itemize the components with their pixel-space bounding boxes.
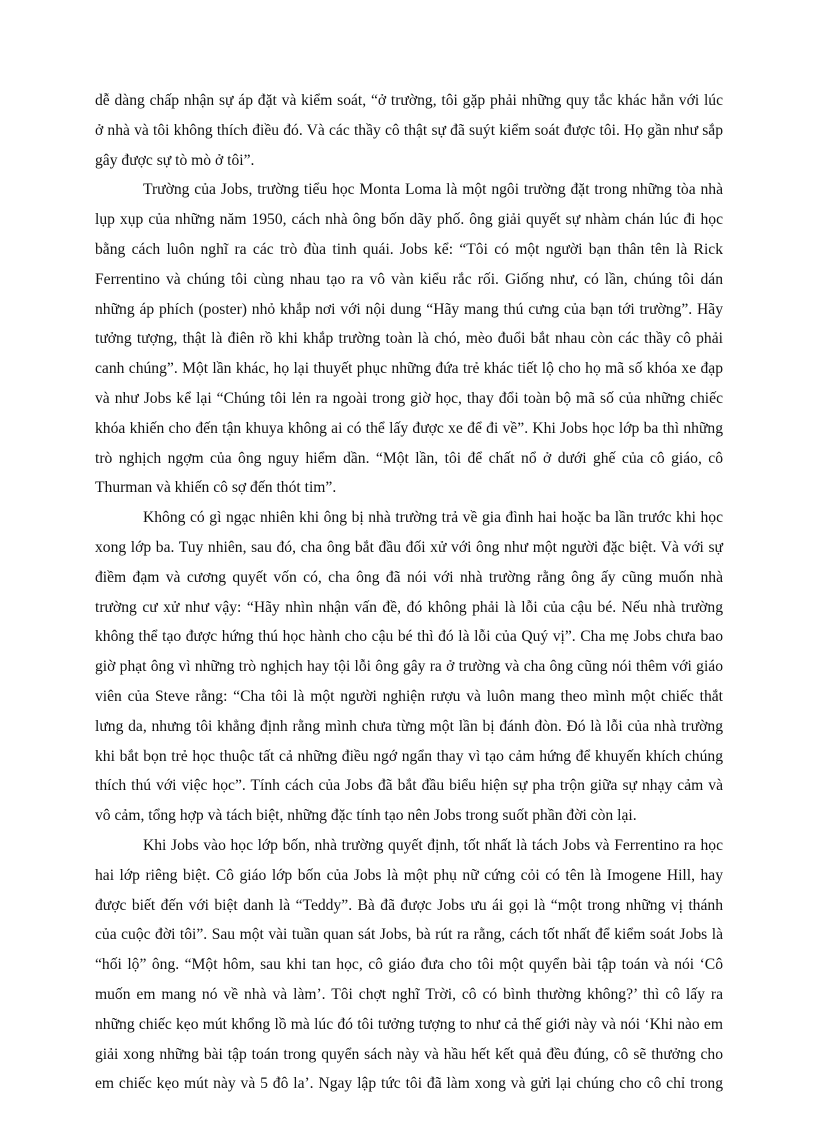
text-line: muốn em mang nó về nhà và làm’. Tôi chợt nghĩ Trời, cô có bình thường không?’ thì cô lấy ra [95,985,723,1003]
text-line: xong lớp ba. Tuy nhiên, sau đó, cha ông bắt đầu đối xử với ông như một người đặc biệt. Và với sự [95,538,723,556]
text-line: và như Jobs kể lại “Chúng tôi lẻn ra ngoài trong giờ học, thay đổi toàn bộ mã số của những chiếc [95,389,723,407]
text-line: trường cư xử như vậy: “Hãy nhìn nhận vấn đề, đó không phải là lỗi của cậu bé. Nếu nhà trường [95,598,723,616]
text-line: của cuộc đời tôi”. Sau một vài tuần quan sát Jobs, bà rút ra rằng, cách tốt nhất để kiểm soát Jobs là [95,926,723,944]
text-line: bằng cách luôn nghĩ ra các trò đùa tinh quái. Jobs kể: “Tôi có một người bạn thân tên là Rick [95,240,723,258]
text-line: Trường của Jobs, trường tiểu học Monta Loma là một ngôi trường đặt trong những tòa nhà [143,181,723,199]
text-line: em chiếc kẹo mút này và 5 đô la’. Ngay lập tức tôi đã làm xong và gửi lại chúng cho cô chỉ trong [95,1075,723,1093]
text-line: Không có gì ngạc nhiên khi ông bị nhà trường trả về gia đình hai hoặc ba lần trước khi học [143,509,723,527]
text-line: những chiếc kẹo mút khổng lồ mà lúc đó tôi tưởng tượng to như cả thế giới này và nói ‘Khi nào em [95,1015,723,1033]
text-line: khóa khiến cho đến tận khuya không ai có thể lấy được xe để đi về”. Khi Jobs học lớp ba thì những [95,419,723,437]
text-line: tưởng tượng, thật là điên rồ khi khắp trường toàn là chó, mèo đuổi bắt nhau còn các thầy cô phải [95,330,723,348]
text-line: vô cảm, tổng hợp và tách biệt, những đặc tính tạo nên Jobs trong suốt phần đời còn lại. [95,807,637,825]
text-line: Ferrentino và chúng tôi cùng nhau tạo ra vô vàn kiểu rắc rối. Giống như, có lần, chúng tôi dán [95,270,723,288]
text-line: lưng da, nhưng tôi khẳng định rằng mình chưa từng một lần bị đánh đòn. Đó là lỗi của nhà trường [95,717,723,735]
text-line: điềm đạm và cương quyết vốn có, cha ông đã nói với nhà trường rằng ông ấy cũng muốn nhà [95,568,723,586]
text-line: Thurman và khiến cô sợ đến thót tim”. [95,479,337,497]
text-line: dễ dàng chấp nhận sự áp đặt và kiểm soát, “ở trường, tôi gặp phải những quy tắc khác hẳn với lúc [95,92,723,109]
text-line: Khi Jobs vào học lớp bốn, nhà trường quyết định, tốt nhất là tách Jobs và Ferrentino ra học [143,836,723,854]
text-line: lụp xụp của những năm 1950, cách nhà ông bốn dãy phố. ông giải quyết sự nhàm chán lúc đi học [95,211,723,229]
document-page [95,86,723,1099]
text-line: gây được sự tò mò ở tôi”. [95,151,255,169]
text-line: hai lớp riêng biệt. Cô giáo lớp bốn của Jobs là một phụ nữ cứng cỏi có tên là Imogene Hill, hay [95,866,723,884]
text-line: thích thú với việc học”. Tính cách của Jobs đã bắt đầu biểu hiện sự pha trộn giữa sự nhạy cảm và [95,777,723,795]
text-line: giải xong những bài tập toán trong quyển sách này và hầu hết kết quả đều đúng, cô sẽ thưởng cho [95,1045,723,1063]
text-line: những áp phích (poster) nhỏ khắp nơi với nội dung “Hãy mang thú cưng của bạn tới trường”. Hãy [95,300,723,318]
text-line: “hối lộ” ông. “Một hôm, sau khi tan học, cô giáo đưa cho tôi một quyển bài tập toán và nói ‘Cô [95,956,723,974]
text-line: không thể tạo được hứng thú học hành cho cậu bé thì đó là lỗi của Quý vị”. Cha mẹ Jobs chưa bao [95,628,723,646]
text-line: viên của Steve rằng: “Cha tôi là một người nghiện rượu và luôn mang theo mình một chiếc thắt [95,687,723,705]
text-line: canh chúng”. Một lần khác, họ lại thuyết phục những đứa trẻ khác tiết lộ cho họ mã số khóa xe đạp [95,360,723,378]
text-line: được biết đến với biệt danh là “Teddy”. Bà đã được Jobs ưu ái gọi là “một trong những vị thánh [95,896,723,914]
text-line: giờ phạt ông vì những trò nghịch hay tội lỗi ông gây ra ở trường và cha ông cũng nói thêm với giáo [95,658,723,676]
text-line: khi bắt bọn trẻ học thuộc tất cả những điều ngớ ngẩn thay vì tạo cảm hứng để khuyến khích chúng [95,747,723,765]
text-line: ở nhà và tôi không thích điều đó. Và các thầy cô thật sự đã suýt kiểm soát được tôi. Họ gần như sắp [95,121,723,139]
text-line: trò nghịch ngợm của ông nguy hiểm dần. “Một lần, tôi để chất nổ ở dưới ghế của cô giáo, cô [95,449,723,467]
